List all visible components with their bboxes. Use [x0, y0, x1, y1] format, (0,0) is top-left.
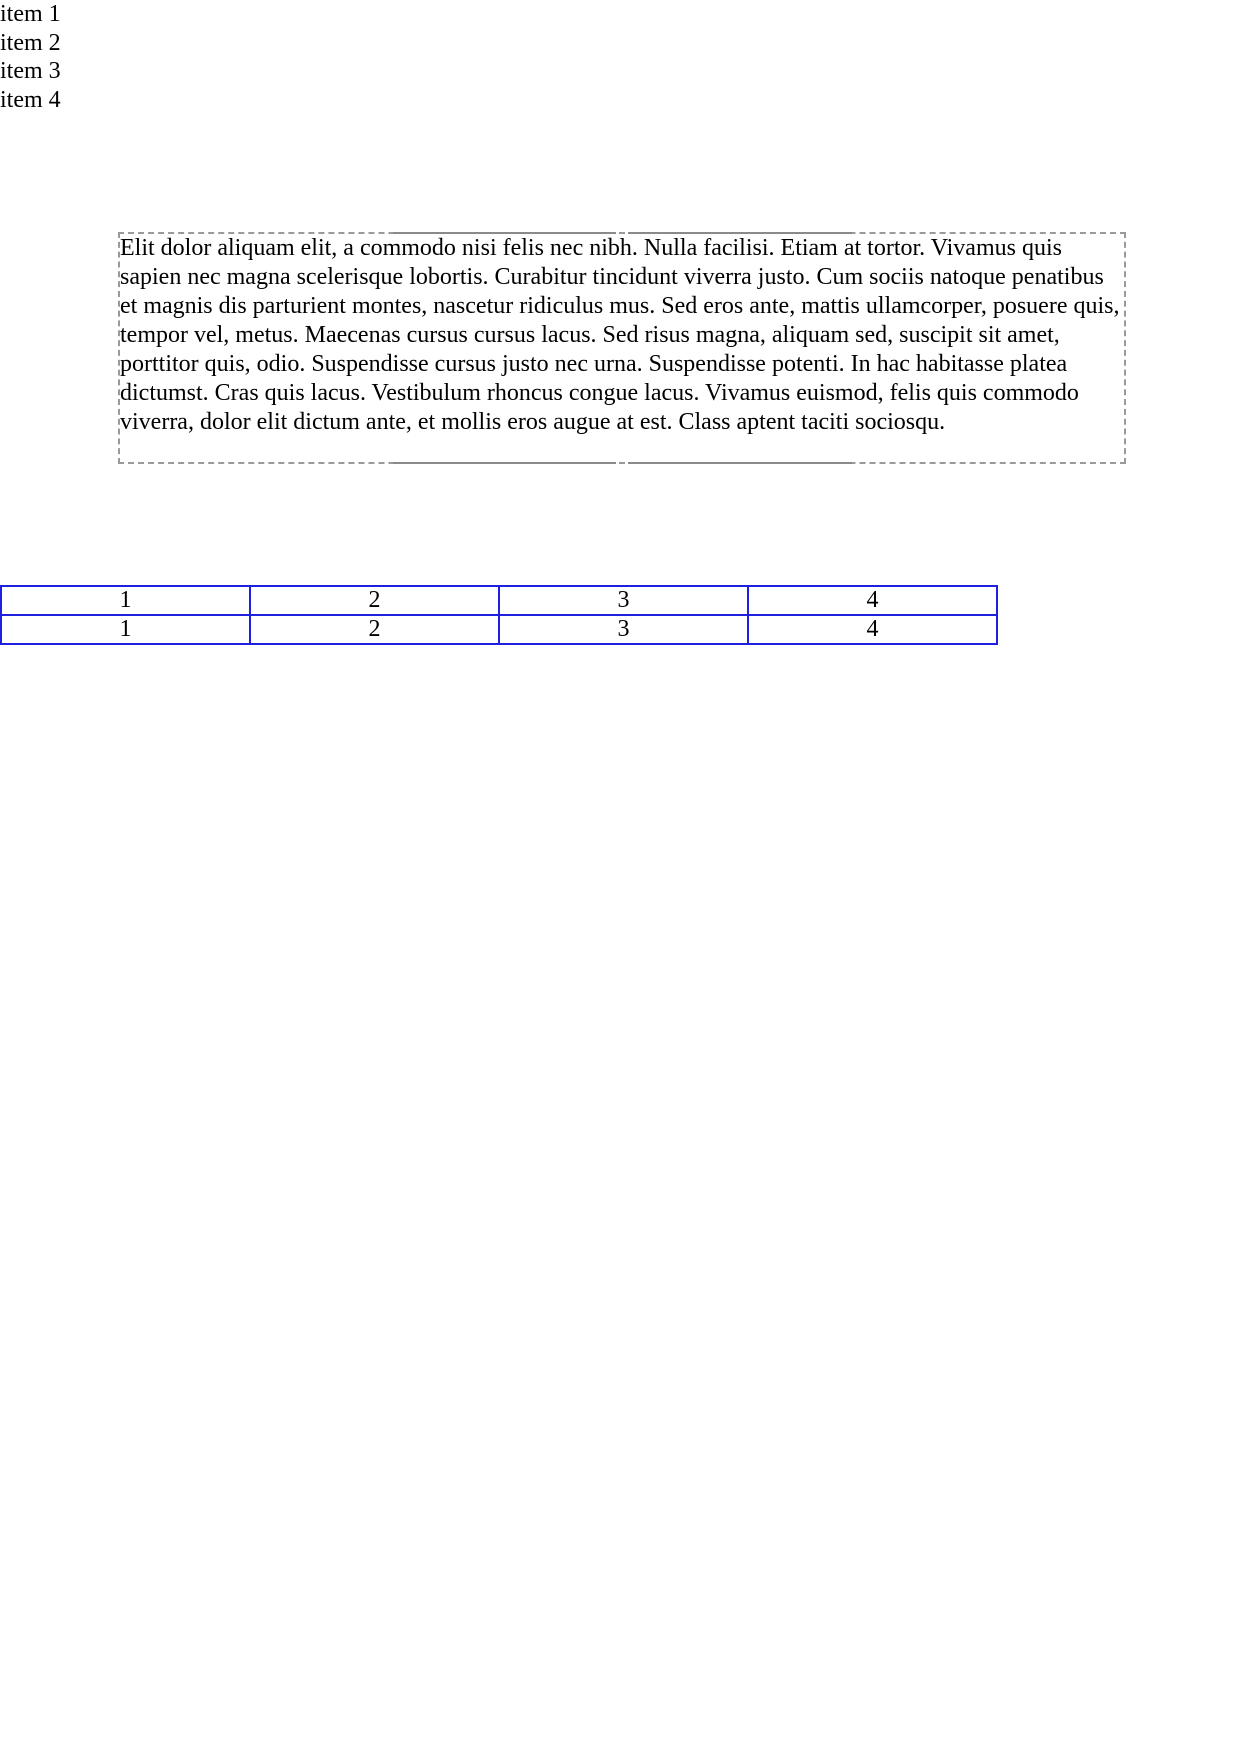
- border-accent-line: [628, 462, 852, 464]
- table-cell: 4: [748, 615, 997, 644]
- item-list: [0, 0, 61, 114]
- paragraph-box: [118, 232, 1126, 464]
- table-row: [1, 586, 997, 615]
- border-accent-line: [628, 232, 852, 234]
- list-item: item 2: [0, 29, 61, 56]
- table-cell: 2: [250, 586, 499, 615]
- border-accent-line: [393, 232, 616, 234]
- paragraph-text: Elit dolor aliquam elit, a commodo nisi felis nec nibh. Nulla facilisi. Etiam at tortor. Vivamus quis sapien nec magna scelerisque lobortis. Curabitur tincidunt viverra justo. Cum sociis natoque penatibus et magnis dis parturient montes, nascetur ridiculus mus. Sed eros ante, mattis ullamcorper, posuere quis, tempor vel, metus. Maecenas cursus cursus lacus. Sed risus magna, aliquam sed, suscipit sit amet, porttitor quis, odio. Suspendisse cursus justo nec urna. Suspendisse potenti. In hac habitasse platea dictumst. Cras quis lacus. Vestibulum rhoncus congue lacus. Vivamus euismod, felis quis commodo viverra, dolor elit dictum ante, et mollis eros augue at est. Class aptent taciti sociosqu.: [120, 235, 1120, 435]
- table-cell: 2: [250, 615, 499, 644]
- data-table: [0, 585, 998, 645]
- list-item: item 3: [0, 58, 61, 85]
- table-cell: 1: [1, 615, 250, 644]
- table-cell: 4: [748, 586, 997, 615]
- table-cell: 3: [499, 586, 748, 615]
- table-row: [1, 615, 997, 644]
- list-item: item 1: [0, 1, 61, 27]
- border-accent-line: [393, 462, 616, 464]
- table-cell: 3: [499, 615, 748, 644]
- list-item: item 4: [0, 86, 61, 113]
- table-cell: 1: [1, 586, 250, 615]
